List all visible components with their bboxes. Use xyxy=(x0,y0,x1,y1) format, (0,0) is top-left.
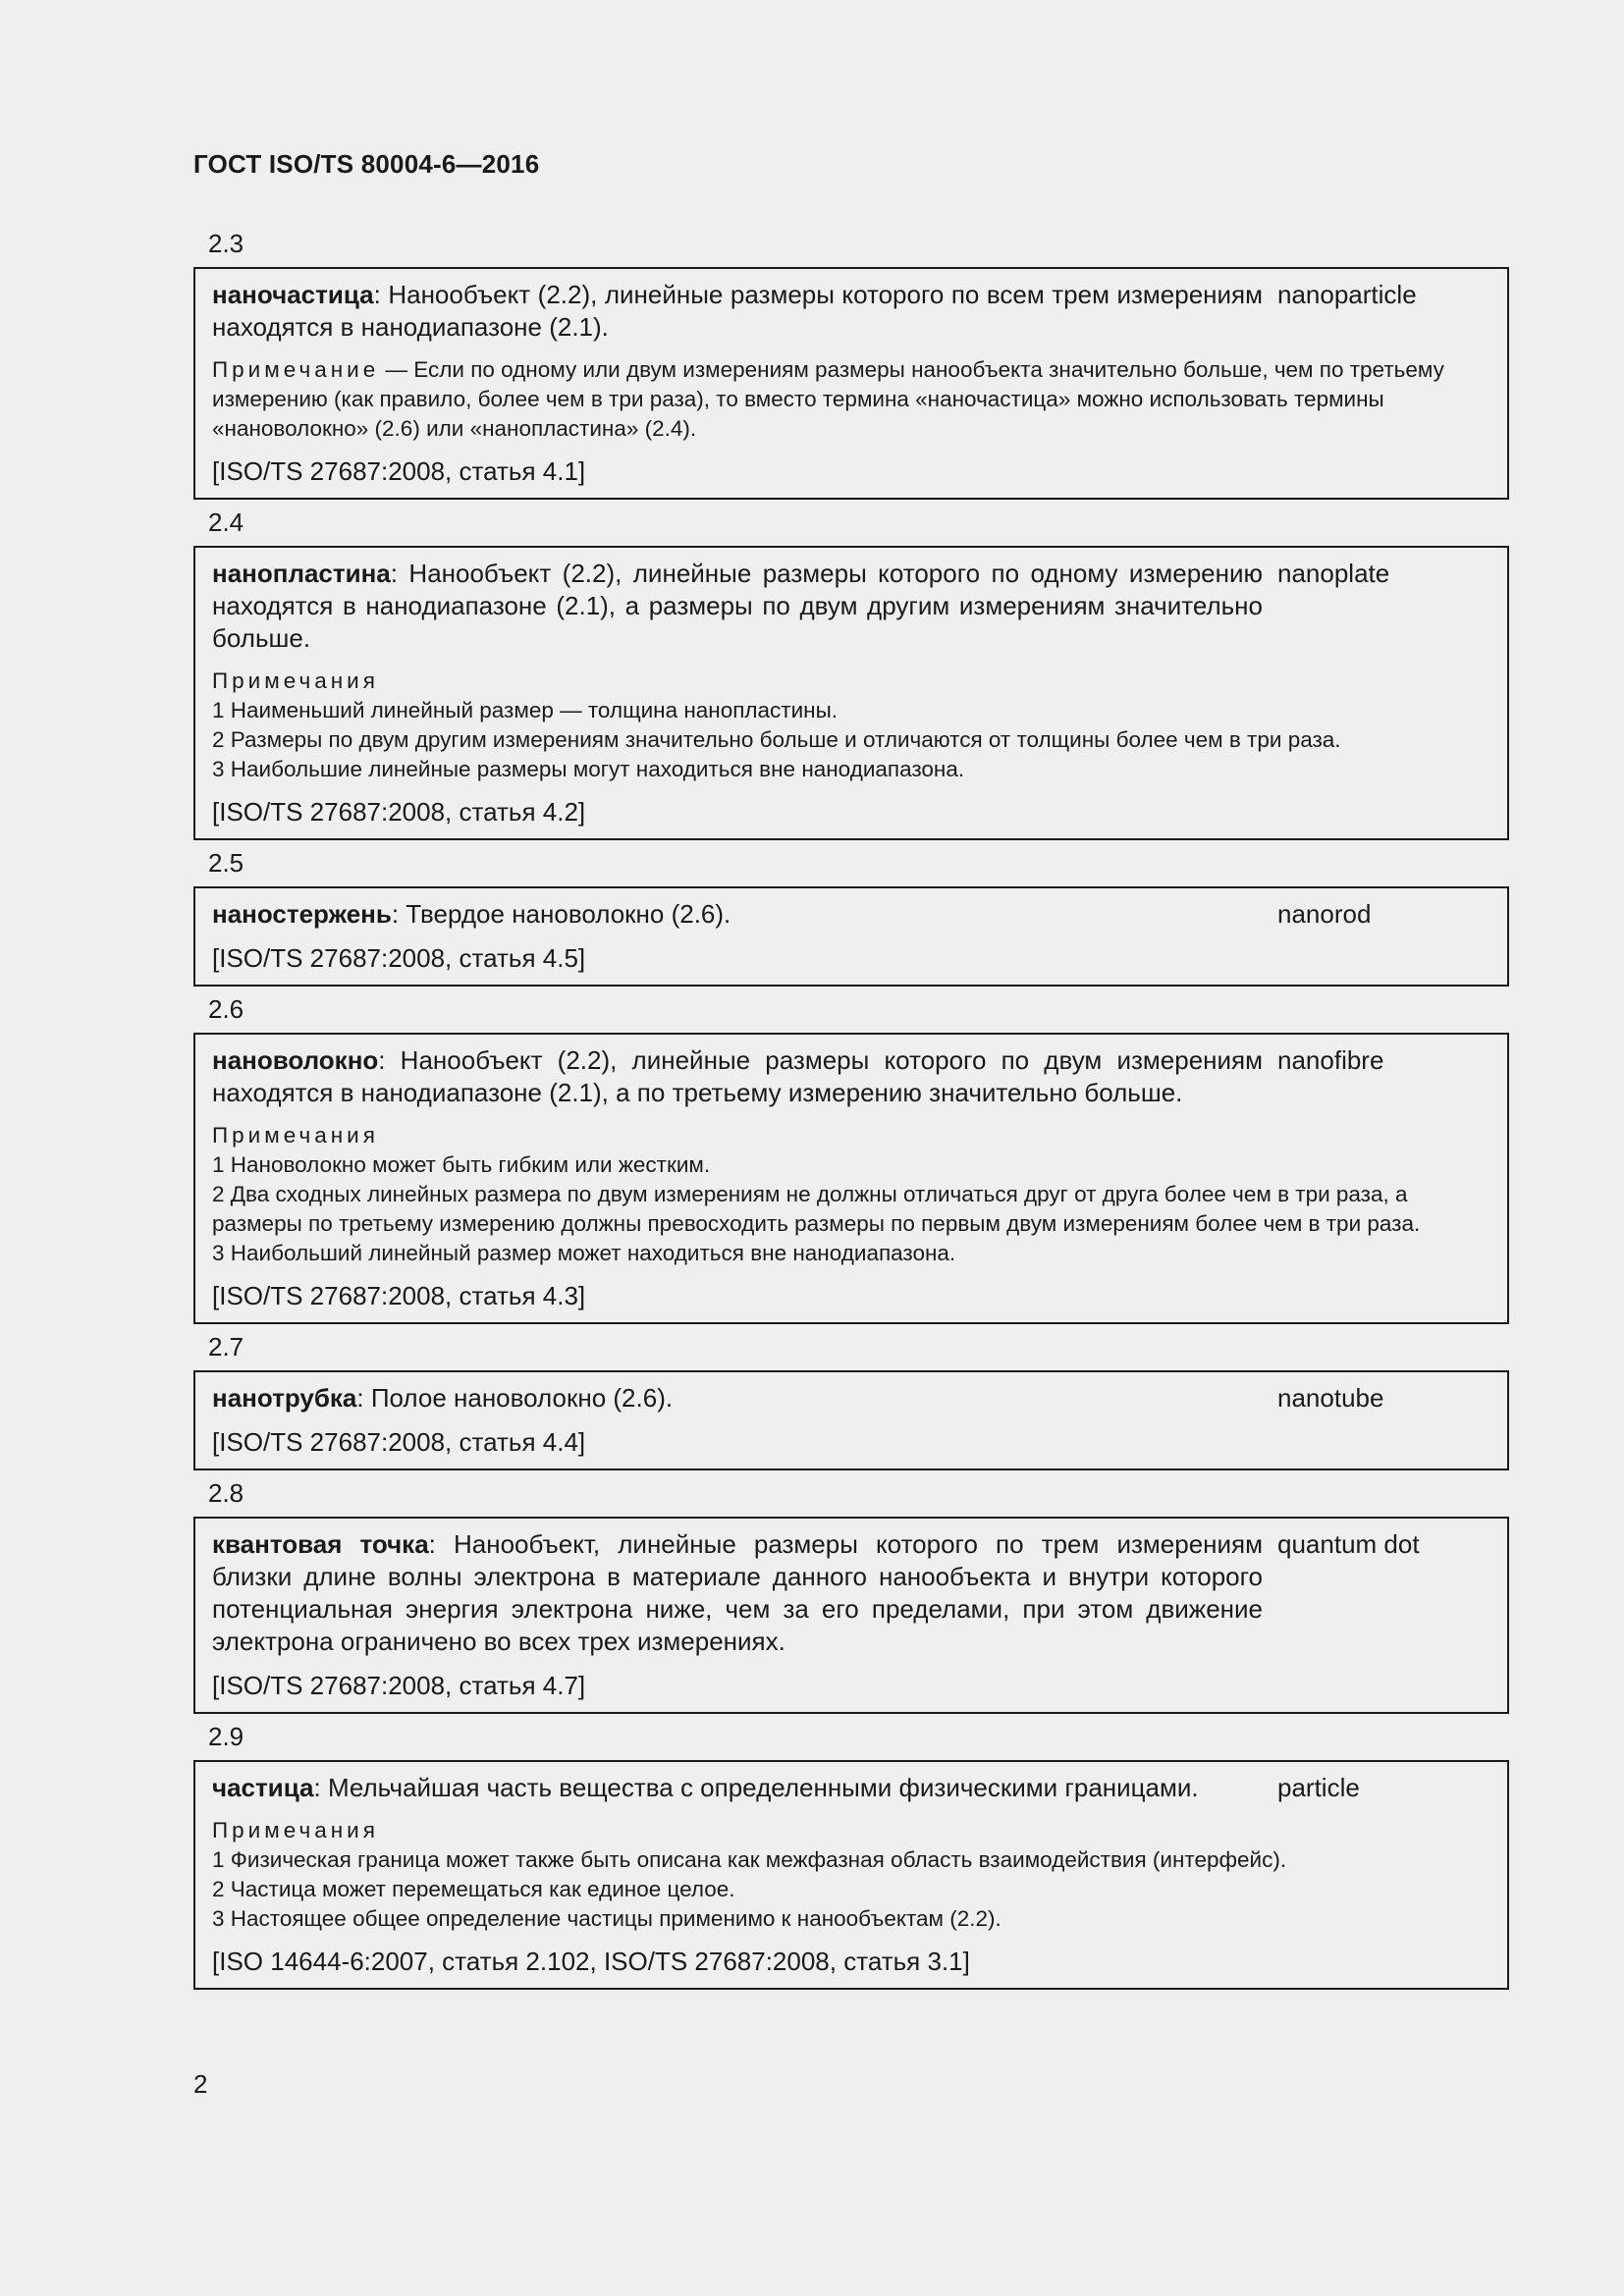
notes-block xyxy=(212,1816,1493,1934)
term-en: particle xyxy=(1277,1773,1360,1802)
source-reference: [ISO/TS 27687:2008, статья 4.5] xyxy=(212,943,586,973)
definition-text: : Твердое нановолокно (2.6). xyxy=(391,899,731,929)
definition-row xyxy=(212,558,1493,655)
term-ru: наностержень xyxy=(212,899,392,929)
term-ru: нанопластина xyxy=(212,559,391,588)
term-entry-box xyxy=(193,546,1509,840)
definition xyxy=(212,898,1263,931)
source-reference: [ISO/TS 27687:2008, статья 4.2] xyxy=(212,797,586,827)
term-entry-box xyxy=(193,1370,1509,1470)
term-ru: нанотрубка xyxy=(212,1383,357,1413)
definition-row xyxy=(212,1044,1493,1109)
term-en: nanofibre xyxy=(1277,1045,1384,1075)
term-ru: частица xyxy=(212,1773,314,1802)
notes-label-line xyxy=(212,1816,1493,1845)
definition-text: : Нанообъект, линейные размеры которого по трем измерениям близки длине волны электрона в материале данного нанообъекта и внутри которого потенциальная энергия электрона ниже, чем за его пределами, при этом движение электрона ограничено во всех трех измерениях. xyxy=(212,1529,1264,1656)
page-number: 2 xyxy=(193,2069,208,2099)
source-reference: [ISO/TS 27687:2008, статья 4.4] xyxy=(212,1427,586,1457)
entry-number: 2.9 xyxy=(208,1722,244,1751)
note-item: 3 Наибольшие линейные размеры могут находиться вне нанодиапазона. xyxy=(212,757,965,781)
definition xyxy=(212,558,1263,655)
definition-row xyxy=(212,1382,1493,1415)
source-reference: [ISO/TS 27687:2008, статья 4.1] xyxy=(212,456,586,486)
note-item: 2 Частица может перемещаться как единое целое. xyxy=(212,1877,735,1901)
term-en: nanoparticle xyxy=(1277,280,1417,309)
notes-label-line xyxy=(212,667,1493,696)
notes-label: Примечание xyxy=(212,357,380,382)
term-en: nanotube xyxy=(1277,1383,1384,1413)
term-entry-box xyxy=(193,1033,1509,1324)
note-item: 1 Физическая граница может также быть описана как межфазная область взаимодействия (интерфейс). xyxy=(212,1847,1287,1872)
definition xyxy=(212,1528,1263,1658)
term-entry-box xyxy=(193,1517,1509,1714)
source-reference: [ISO/TS 27687:2008, статья 4.3] xyxy=(212,1281,586,1310)
note-item: 1 Нановолокно может быть гибким или жестким. xyxy=(212,1152,711,1177)
note-item: 1 Наименьший линейный размер — толщина нанопластины. xyxy=(212,698,839,722)
entry-number: 2.3 xyxy=(208,229,244,258)
term-en: quantum dot xyxy=(1277,1529,1420,1559)
note-item: 2 Размеры по двум другим измерениям значительно больше и отличаются от толщины более чем в три раза. xyxy=(212,727,1341,752)
term-ru: квантовая точка xyxy=(212,1529,429,1559)
definition-text: : Нанообъект (2.2), линейные размеры которого по одному измерению находятся в нанодиапазоне (2.1), а размеры по двум другим измерениям значительно больше. xyxy=(212,559,1263,653)
term-entry-box xyxy=(193,267,1509,500)
term-ru: нановолокно xyxy=(212,1045,379,1075)
definition-row xyxy=(212,1528,1493,1658)
entry-number: 2.5 xyxy=(208,848,244,878)
note-item: 2 Два сходных линейных размера по двум измерениям не должны отличаться друг от друга более чем в три раза, а размеры по третьему измерению должны превосходить размеры по первым двум измерениям более чем в три раза. xyxy=(212,1182,1421,1236)
notes-block xyxy=(212,355,1493,444)
source-reference: [ISO/TS 27687:2008, статья 4.7] xyxy=(212,1671,586,1700)
notes-block xyxy=(212,667,1493,784)
document-header: ГОСТ ISO/TS 80004-6—2016 xyxy=(193,149,540,179)
entry-number: 2.7 xyxy=(208,1332,244,1362)
entry-number: 2.6 xyxy=(208,994,244,1024)
note-item: 3 Настоящее общее определение частицы применимо к нанообъектам (2.2). xyxy=(212,1906,1001,1931)
definition-row xyxy=(212,898,1493,931)
definition-text: : Нанообъект (2.2), линейные размеры которого по двум измерениям находятся в нанодиапазоне (2.1), а по третьему измерению значительно больше. xyxy=(212,1045,1263,1107)
definition-text: : Мельчайшая часть вещества с определенными физическими границами. xyxy=(313,1773,1199,1802)
term-en: nanorod xyxy=(1277,899,1372,929)
definition xyxy=(212,1382,1263,1415)
notes-block xyxy=(212,1121,1493,1268)
definition-text: : Полое нановолокно (2.6). xyxy=(356,1383,674,1413)
term-entries-list xyxy=(193,224,1509,1993)
notes-label-line xyxy=(212,355,1493,444)
definition xyxy=(212,279,1263,344)
notes-label: Примечания xyxy=(212,1818,379,1842)
notes-label-line xyxy=(212,1121,1493,1150)
definition-text: : Нанообъект (2.2), линейные размеры которого по всем трем измерениям находятся в нанодиапазоне (2.1). xyxy=(212,280,1263,342)
term-entry-box xyxy=(193,886,1509,987)
entry-number: 2.4 xyxy=(208,507,244,537)
note-text: — Если по одному или двум измерениям размеры нанообъекта значительно больше, чем по третьему измерению (как правило, более чем в три раза), то вместо термина «наночастица» можно использовать термины «нановолокно» (2.6) или «нанопластина» (2.4). xyxy=(212,357,1444,441)
definition-row xyxy=(212,1772,1493,1804)
notes-label: Примечания xyxy=(212,668,379,693)
definition xyxy=(212,1772,1263,1804)
definition-row xyxy=(212,279,1493,344)
term-entry-box xyxy=(193,1760,1509,1990)
entry-number: 2.8 xyxy=(208,1478,244,1508)
term-ru: наночастица xyxy=(212,280,374,309)
definition xyxy=(212,1044,1263,1109)
notes-label: Примечания xyxy=(212,1123,379,1148)
term-en: nanoplate xyxy=(1277,559,1390,588)
source-reference: [ISO 14644-6:2007, статья 2.102, ISO/TS 27687:2008, статья 3.1] xyxy=(212,1947,970,1976)
note-item: 3 Наибольший линейный размер может находиться вне нанодиапазона. xyxy=(212,1241,956,1265)
